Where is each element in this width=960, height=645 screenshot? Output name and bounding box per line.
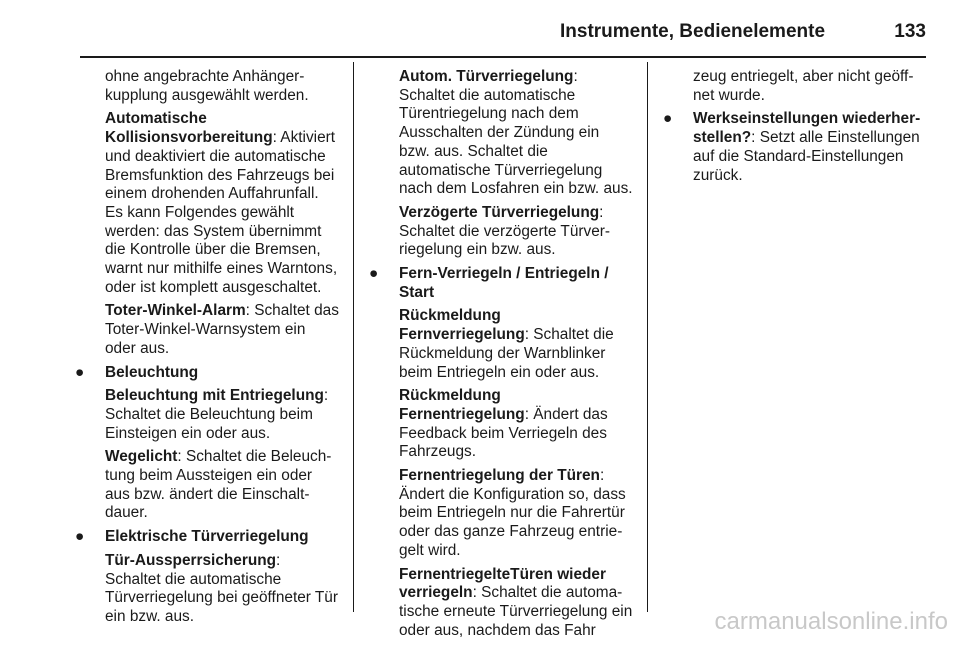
column-1 — [75, 68, 339, 632]
entry-text: : Schaltet die automatische erneute Türverriegelung ein oder aus, nachdem das Fahr — [399, 584, 633, 639]
bullet-icon: ● — [75, 363, 85, 381]
entry-term: Rückmeldung Fernverriegelung — [399, 307, 525, 344]
entry-autom-tuerverriegelung — [399, 68, 634, 199]
entry-term: Rückmeldung Fernentriegelung — [399, 387, 525, 423]
bullet-beleuchtung — [75, 363, 339, 383]
entry-rueckmeldung-fernverriegelung — [399, 307, 634, 382]
entry-toter-winkel — [105, 302, 339, 358]
column-2 — [369, 68, 634, 645]
bullet-heading: Fern-Verriegeln / Entriegeln / Start — [399, 265, 609, 301]
entry-term: Toter-Winkel-Alarm — [105, 302, 246, 320]
entry-text: : Schaltet die automatische Türentriegelung nach dem Ausschalten der Zündung ein bzw. aus. Schaltet die automatische Türverriegelung nach dem Losfahren ein bzw. aus. — [399, 68, 633, 198]
bullet-icon: ● — [75, 528, 85, 546]
page-header — [560, 20, 926, 60]
entry-verzoegerte-tuerverriegelung — [399, 204, 634, 260]
entry-text: : Schaltet das Toter-Winkel-Warnsystem ein oder aus. — [105, 302, 339, 357]
intro-text: ohne angebrachte Anhängerkupplung ausgewählt werden. — [105, 68, 309, 104]
watermark: carmanualsonline.info — [714, 608, 948, 635]
entry-term: Wegelicht — [105, 448, 178, 466]
entry-term: Beleuchtung mit Entriegelung — [105, 387, 324, 405]
entry-term: Verzögerte Türverriegelung — [399, 203, 600, 221]
page-title: Instrumente, Bedienelemente — [560, 21, 826, 42]
entry-term: FernentriegelteTüren wieder verriegeln — [399, 565, 606, 602]
entry-kollision — [105, 110, 339, 297]
column-3 — [663, 68, 928, 190]
entry-text: : Schaltet die Beleuchtung beim Aussteigen ein oder aus bzw. ändert die Einschaltdauer. — [105, 448, 332, 522]
entry-text: : Aktiviert und deaktiviert die automatische Bremsfunktion des Fahrzeugs bei einem drohenden Auffahrunfall. Es kann Folgendes gewählt werden: das System übernimmt die Kontrolle über die Bremsen, warnt nur mithilfe eines Warntons, oder ist komplett ausgeschaltet. — [105, 129, 338, 296]
entry-text: : Schaltet die Beleuchtung beim Einsteigen ein oder aus. — [105, 387, 329, 442]
entry-rueckmeldung-fernentriegelung — [399, 387, 634, 462]
entry-text: : Schaltet die verzögerte Türverriegelung ein bzw. aus. — [399, 203, 611, 259]
header-rule — [80, 56, 926, 58]
column-divider-1 — [353, 62, 354, 612]
entry-term: Fernentriegelung der Türen — [399, 467, 600, 485]
entry-term: Automatische Kollisionsvorbereitung — [105, 110, 273, 147]
bullet-icon: ● — [369, 265, 379, 283]
entry-aussperrsicherung — [105, 552, 339, 627]
entry-text: : Schaltet die Rückmeldung der Warnblinker beim Entriegeln ein oder aus. — [399, 326, 614, 381]
entry-term: Autom. Türverriegelung — [399, 68, 574, 85]
entry-beleuchtung-entriegelung — [105, 387, 339, 443]
entry-term: Werkseinstellungen wiederherstellen? — [693, 110, 921, 147]
bullet-icon: ● — [663, 110, 673, 128]
bullet-tuerverriegelung — [75, 528, 339, 547]
bullet-heading: Beleuchtung — [105, 363, 199, 381]
entry-text: : Ändert das Feedback beim Verriegeln des Fahrzeugs. — [399, 405, 608, 461]
column-divider-2 — [647, 62, 648, 612]
entry-wegelicht — [105, 448, 339, 523]
entry-text: : Setzt alle Einstellungen auf die Standard-Einstellungen zurück. — [693, 129, 920, 184]
bullet-heading: Elektrische Türverriegelung — [105, 528, 309, 546]
entry-fernentriegelung-tueren — [399, 467, 634, 561]
entry-text: : Ändert die Konfiguration so, dass beim Entriegeln nur die Fahrertür oder das ganze Fahrzeug entriegelt wird. — [399, 467, 626, 559]
page-number: 133 — [894, 21, 926, 42]
entry-text: : Schaltet die automatische Türverriegelung bei geöffneter Tür ein bzw. aus. — [105, 551, 338, 625]
entry-wieder-verriegeln — [399, 566, 634, 641]
entry-term: Tür-Aussperrsicherung — [105, 551, 277, 569]
continued-text: zeug entriegelt, aber nicht geöffnet wurde. — [693, 68, 914, 104]
bullet-fern-verriegeln — [369, 265, 634, 302]
bullet-werkseinstellungen — [663, 110, 928, 185]
